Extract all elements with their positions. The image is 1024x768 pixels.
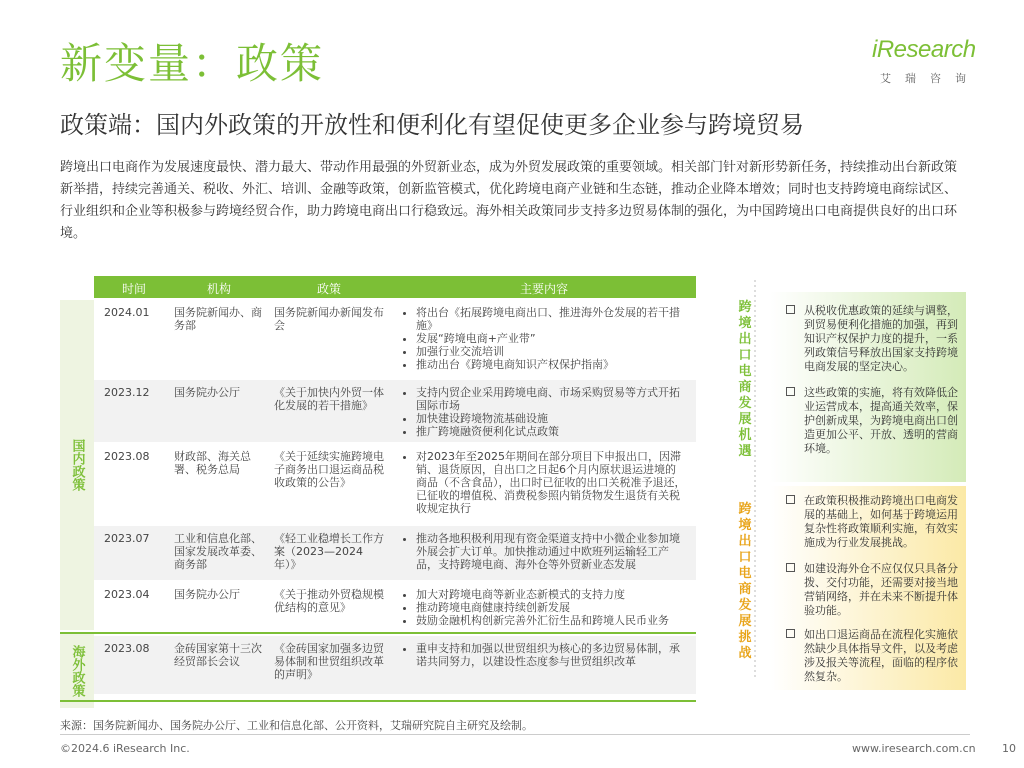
list-item: • 支持内贸企业采用跨境电商、市场采购贸易等方式开拓国际市场: [416, 386, 686, 412]
row-main: [402, 386, 686, 438]
header-time: 时间: [121, 282, 146, 296]
table-row: [94, 444, 696, 524]
copyright: ©2024.6 iResearch Inc.: [60, 742, 190, 755]
table-row: [94, 380, 696, 442]
side-label-overseas: 海外政策: [60, 634, 94, 708]
row-org: 国务院办公厅: [174, 386, 240, 399]
list-item: • 将出台《拓展跨境电商出口、推进海外仓发展的若干措施》: [416, 306, 686, 332]
table-row: [94, 582, 696, 632]
row-policy: 《金砖国家加强多边贸易体制和世贸组织改革的声明》: [274, 642, 384, 681]
opportunity-box: [770, 292, 966, 482]
list-item: 从税收优惠政策的延续与调整，到贸易便利化措施的加强，再到知识产权保护力度的提升，一系列政策信号释放出国家支持跨境电商发展的坚定决心。: [786, 304, 958, 374]
row-org: 金砖国家第十三次经贸部长会议: [174, 642, 262, 668]
list-item: 如出口退运商品在流程化实施依然缺少具体指导文件，以及考虑涉及报关等流程，面临的程序依然复杂。: [786, 628, 958, 684]
challenge-title: 跨境出口电商发展挑战: [738, 502, 752, 661]
row-main: [402, 450, 686, 515]
list-item: • 对2023年至2025年期间在部分项目下申报出口，因滞销、退货原因，自出口之日起6个月内原状退运进境的商品（不含食品），出口时已征收的出口关税准予退还，已征收的增值税、消费税参照内销货物发生退货有关税收规定执行: [416, 450, 686, 515]
list-item: • 鼓励金融机构创新完善外汇衍生品和跨境人民币业务: [416, 614, 686, 627]
logo-wordmark: iResearch: [872, 36, 976, 63]
page-title: 新变量：政策: [60, 39, 325, 88]
checkbox-square-icon: [786, 629, 795, 638]
list-item: • 推动出台《跨境电商知识产权保护指南》: [416, 358, 686, 371]
list-item: • 重申支持和加强以世贸组织为核心的多边贸易体制，承诺共同努力，以建设性态度参与世贸组织改革: [416, 642, 686, 668]
list-item: • 加快建设跨境物流基础设施: [416, 412, 686, 425]
row-main: [402, 532, 686, 571]
row-org: 工业和信息化部、国家发展改革委、商务部: [174, 532, 262, 571]
row-org: 国务院新闻办、商务部: [174, 306, 262, 332]
list-item: • 加大对跨境电商等新业态新模式的支持力度: [416, 588, 686, 601]
list-item: 在政策积极推动跨境出口电商发展的基础上，如何基于跨境运用复杂性将政策顺利实施，有效实施成为行业发展挑战。: [786, 494, 958, 550]
row-time: 2023.07: [104, 532, 150, 545]
row-time: 2023.12: [104, 386, 150, 399]
source-note: 来源：国务院新闻办、国务院办公厅、工业和信息化部、公开资料，艾瑞研究院自主研究及绘制。: [60, 719, 533, 732]
row-policy: 《轻工业稳增长工作方案（2023—2024年）》: [274, 532, 384, 571]
row-main: [402, 306, 686, 371]
opportunity-title: 跨境出口电商发展机遇: [738, 300, 752, 459]
checkbox-square-icon: [786, 495, 795, 504]
header-main: 主要内容: [519, 282, 568, 296]
row-policy: 《关于延续实施跨境电子商务出口退运商品税收政策的公告》: [274, 450, 384, 489]
row-main: [402, 588, 686, 627]
row-org: 国务院办公厅: [174, 588, 240, 601]
row-org: 财政部、海关总署、税务总局: [174, 450, 251, 476]
section-divider: [60, 632, 696, 634]
page-subtitle: 政策端：国内外政策的开放性和便利化有望促使更多企业参与跨境贸易: [60, 111, 804, 139]
row-policy: 国务院新闻办新闻发布会: [274, 306, 384, 332]
checkbox-square-icon: [786, 563, 795, 572]
page-number: 10: [1002, 742, 1016, 755]
row-policy: 《关于推动外贸稳规模优结构的意见》: [274, 588, 384, 614]
side-label-domestic: 国内政策: [60, 300, 94, 630]
header-policy: 政策: [316, 282, 341, 296]
list-item: • 加强行业交流培训: [416, 345, 686, 358]
list-item: • 推动跨境电商健康持续创新发展: [416, 601, 686, 614]
checkbox-square-icon: [786, 305, 795, 314]
table-row: [94, 526, 696, 580]
list-item: • 发展“跨境电商+产业带”: [416, 332, 686, 345]
table-bottom-line: [60, 700, 696, 702]
intro-paragraph: 跨境出口电商作为发展速度最快、潜力最大、带动作用最强的外贸新业态，成为外贸发展政策的重要领域。相关部门针对新形势新任务，持续推动出台新政策新举措，持续完善通关、税收、外汇、培训、金融等政策，创新监管模式，优化跨境电商产业链和生态链，推动企业降本增效；同时也支持跨境电商综试区、行业组织和企业等积极参与跨境经贸合作，助力跨境电商出口行稳致远。海外相关政策同步支持多边贸易体制的强化，为中国跨境出口电商提供良好的出口环境。: [60, 160, 958, 241]
table-header: [94, 276, 696, 298]
iresearch-logo: [872, 36, 992, 92]
row-policy: 《关于加快内外贸一体化发展的若干措施》: [274, 386, 384, 412]
row-time: 2023.04: [104, 588, 150, 601]
table-row: [94, 636, 696, 694]
policy-table: [60, 276, 696, 708]
table-row: [94, 300, 696, 378]
list-item: 如建设海外仓不应仅仅只具备分拨、交付功能，还需要对接当地营销网络，并在未来不断提升体验功能。: [786, 562, 958, 618]
challenge-box: [770, 486, 966, 690]
header-org: 机构: [206, 282, 231, 296]
footer-divider: [60, 734, 970, 735]
row-main: [402, 642, 686, 668]
checkbox-square-icon: [786, 387, 795, 396]
row-time: 2024.01: [104, 306, 150, 319]
row-time: 2023.08: [104, 450, 150, 463]
row-time: 2023.08: [104, 642, 150, 655]
list-item: • 推动各地积极利用现有资金渠道支持中小微企业参加境外展会扩大订单。加快推动通过中欧班列运输轻工产品，支持跨境电商、海外仓等外贸新业态发展: [416, 532, 686, 571]
list-item: • 推广跨境融资便利化试点政策: [416, 425, 686, 438]
website-link[interactable]: www.iresearch.com.cn: [852, 742, 976, 755]
list-item: 这些政策的实施，将有效降低企业运营成本，提高通关效率，保护创新成果，为跨境电商出口创造更加公平、开放、透明的营商环境。: [786, 386, 958, 456]
logo-subtitle: 艾瑞咨询: [880, 72, 980, 85]
